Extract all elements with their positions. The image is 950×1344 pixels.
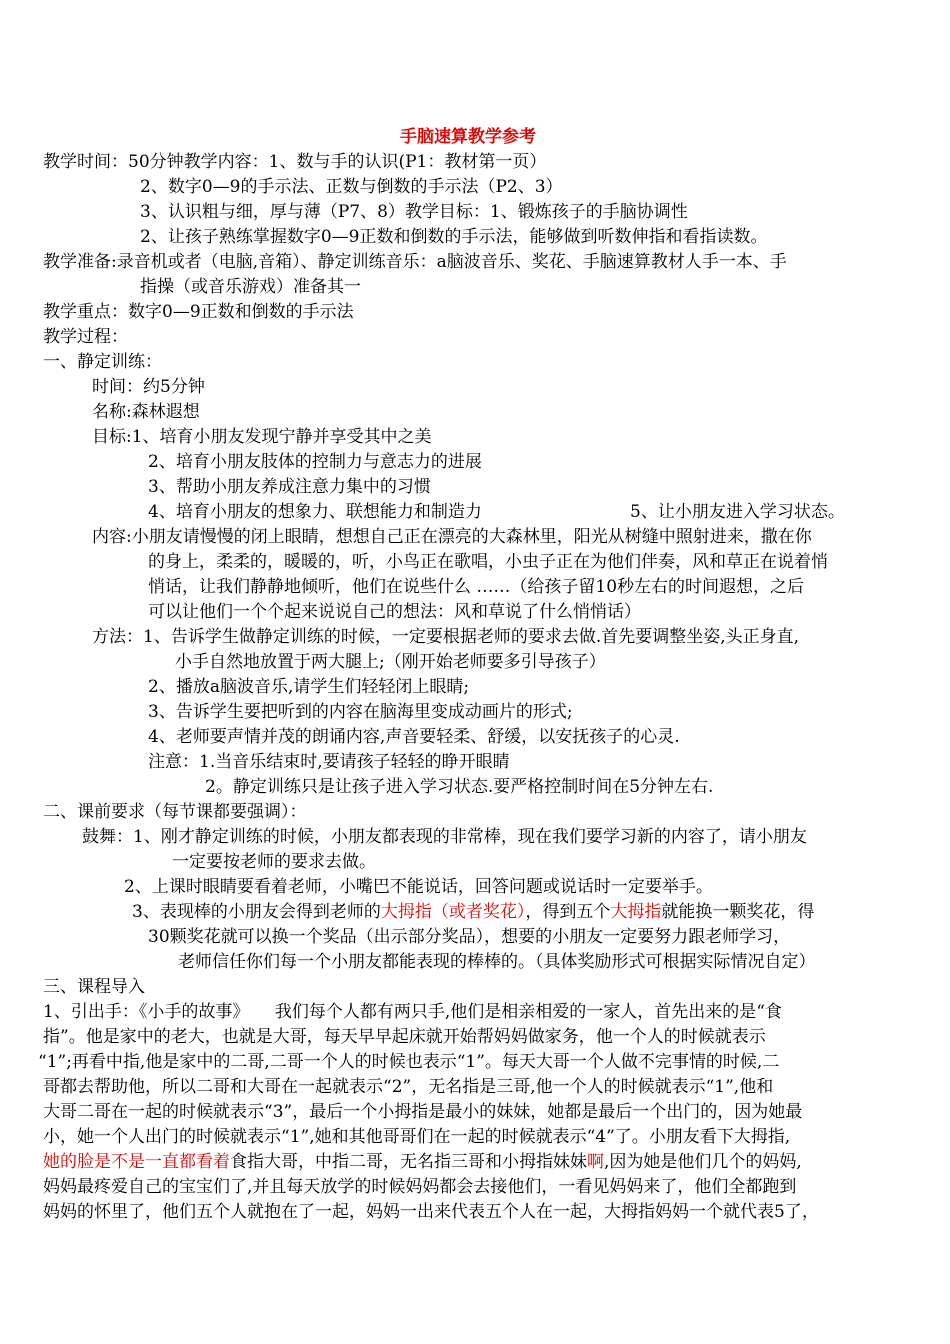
text-line: 鼓舞：1、刚才静定训练的时候，小朋友都表现的非常棒，现在我们要学习新的内容了，请小朋友: [82, 827, 807, 847]
text-line: 大哥二哥在一起的时候就表示“3”，最后一个小拇指是最小的妹妹，她都是最后一个出门的，因为她最: [43, 1102, 803, 1122]
text-line: 的身上，柔柔的，暖暖的，听，小鸟正在歌唱，小虫子正在为他们伴奏，风和草正在说着悄: [148, 552, 828, 572]
highlight-text: 大拇指（或者奖花）: [380, 902, 526, 922]
text-line: 3、告诉学生要把听到的内容在脑海里变成动画片的形式;: [148, 702, 573, 722]
text-line: 名称:森林遐想: [92, 402, 200, 422]
text-line: 2。静定训练只是让孩子进入学习状态.要严格控制时间在5分钟左右.: [205, 777, 714, 797]
page-title: 手脑速算教学参考: [400, 127, 536, 147]
text-line: 3、认识粗与细，厚与薄（P7、8）教学目标：1、锻炼孩子的手脑协调性: [140, 202, 688, 222]
highlight-text: 大拇指: [610, 902, 662, 922]
text-line: 妈妈最疼爱自己的宝宝们了,并且每天放学的时候妈妈都会去接他们，一看见妈妈来了，他们全都跑到: [43, 1177, 797, 1197]
text-line: 5、让小朋友进入学习状态。: [630, 502, 845, 522]
text-line: 悄话，让我们静静地倾听，他们在说些什么 ……（给孩子留10秒左右的时间遐想，之后: [148, 577, 805, 597]
text-line: 2、培育小朋友肢体的控制力与意志力的进展: [148, 452, 482, 472]
text-line: 2、播放a脑波音乐,请学生们轻轻闭上眼睛;: [148, 677, 470, 697]
section-heading: 二、课前要求（每节课都要强调）：: [43, 802, 307, 822]
text-line: 4、老师要声情并茂的朗诵内容,声音要轻柔、舒缓，以安抚孩子的心灵.: [148, 727, 680, 747]
text-line: 方法：1、告诉学生做静定训练的时候，一定要根据老师的要求去做.首先要调整坐姿,头正身直,: [92, 627, 800, 647]
highlight-text: 啊: [587, 1152, 604, 1172]
text-line: 目标:1、培育小朋友发现宁静并享受其中之美: [92, 427, 432, 447]
text-line: 指操（或音乐游戏）准备其一: [140, 277, 361, 297]
text-line: 可以让他们一个个起来说说自己的想法：风和草说了什么悄悄话）: [148, 602, 641, 622]
text-line: 哥都去帮助他，所以二哥和大哥在一起就表示“2”，无名指是三哥,他一个人的时候就表示“1”,他和: [43, 1077, 774, 1097]
text-line-rich: [43, 1150, 802, 1174]
text-line: 2、让孩子熟练掌握数字0—9正数和倒数的手示法，能够做到听数伸指和看指读数。: [140, 227, 768, 247]
text-line: 时间：约5分钟: [92, 377, 205, 397]
text-line: 2、上课时眼睛要看着老师，小嘴巴不能说话，回答问题或说话时一定要举手。: [124, 877, 713, 897]
section-heading: 一、静定训练：: [43, 352, 162, 372]
text-line: 老师信任你们每一个小朋友都能表现的棒棒的。（具体奖励形式可根据实际情况自定）: [178, 952, 816, 972]
text-line: 4、培育小朋友的想象力、联想能力和制造力: [148, 502, 482, 522]
text-span: 就能换一颗奖花，得: [661, 902, 815, 922]
text-line: 3、帮助小朋友养成注意力集中的习惯: [148, 477, 431, 497]
text-line: 教学过程：: [43, 327, 128, 347]
text-line: 小手自然地放置于两大腿上;（刚开始老师要多引导孩子）: [175, 652, 606, 672]
highlight-text: 她的脸是不是一直都看着: [43, 1152, 230, 1172]
text-line: 妈妈的怀里了，他们五个人就抱在了一起，妈妈一出来代表五个人在一起，大拇指妈妈一个就代表5了，: [43, 1202, 819, 1222]
text-line: 小，她一个人出门的时候就表示“1”,她和其他哥哥们在一起的时候就表示“4”了。小朋友看下大拇指,: [43, 1127, 791, 1147]
text-line: 内容:小朋友请慢慢的闭上眼睛，想想自己正在漂亮的大森林里，阳光从树缝中照射进来，撒在你: [92, 527, 812, 547]
text-span: ,因为她是他们几个的妈妈,: [604, 1152, 802, 1172]
text-line: 教学时间：50分钟教学内容：1、数与手的认识(P1：教材第一页）: [43, 152, 547, 172]
text-line: 2、数字0—9的手示法、正数与倒数的手示法（P2、3）: [140, 177, 563, 197]
text-span: ，得到五个: [525, 902, 611, 922]
section-heading: 三、课程导入: [43, 977, 145, 997]
text-line: 教学准备:录音机或者（电脑,音箱）、静定训练音乐：a脑波音乐、奖花、手脑速算教材人手一本、手: [43, 252, 787, 272]
text-line-rich: [132, 900, 814, 924]
text-line: 教学重点：数字0—9正数和倒数的手示法: [43, 302, 354, 322]
text-line: 30颗奖花就可以换一个奖品（出示部分奖品），想要的小朋友一定要努力跟老师学习，: [148, 927, 791, 947]
text-line: “1”;再看中指,他是家中的二哥,二哥一个人的时候也表示“1”。每天大哥一个人做不完事情的时候,二: [38, 1052, 780, 1072]
text-line: 一定要按老师的要求去做。: [172, 852, 376, 872]
text-line: 注意：1.当音乐结束时,要请孩子轻轻的睁开眼睛: [148, 752, 510, 772]
text-span: 3、表现棒的小朋友会得到老师的: [132, 902, 381, 922]
text-line: 1、引出手：《小手的故事》 我们每个人都有两只手,他们是相亲相爱的一家人，首先出来的是“食: [43, 1002, 782, 1022]
text-line: 指”。他是家中的老大，也就是大哥，每天早早起床就开始帮妈妈做家务，他一个人的时候就表示: [43, 1027, 766, 1047]
text-span: 食指大哥，中指二哥，无名指三哥和小拇指妹妹: [230, 1152, 587, 1172]
